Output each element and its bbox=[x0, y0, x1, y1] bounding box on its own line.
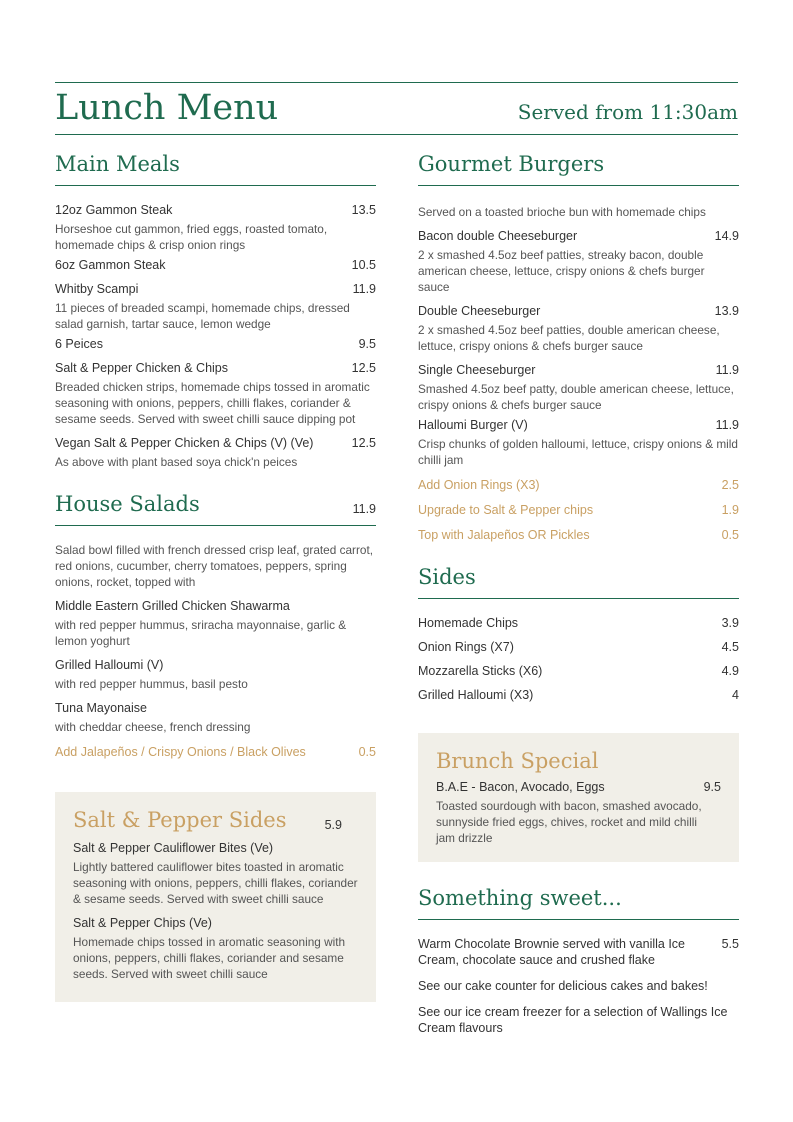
item-price: 4.5 bbox=[721, 640, 739, 654]
item-name: 12oz Gammon Steak bbox=[55, 203, 173, 217]
item-description: 2 x smashed 4.5oz beef patties, double american cheese, lettuce, crispy onions & chefs burger sauce bbox=[418, 323, 720, 353]
section-price: 5.9 bbox=[324, 818, 342, 832]
header-rule bbox=[55, 134, 738, 135]
addon-name: Add Jalapeños / Crispy Onions / Black Olives bbox=[55, 745, 306, 759]
menu-item bbox=[418, 687, 739, 703]
menu-item bbox=[418, 303, 739, 319]
menu-item bbox=[418, 936, 739, 968]
section-rule bbox=[418, 598, 739, 599]
item-price: 4 bbox=[732, 688, 739, 702]
item-price: 9.5 bbox=[703, 780, 721, 794]
item-description: Toasted sourdough with bacon, smashed avocado, sunnyside fried eggs, chives, rocket and mild chilli jam drizzle bbox=[436, 799, 702, 845]
menu-item bbox=[55, 598, 376, 614]
item-name: Mozzarella Sticks (X6) bbox=[418, 664, 543, 678]
item-name: Single Cheeseburger bbox=[418, 363, 536, 377]
top-rule bbox=[55, 82, 738, 83]
menu-item bbox=[55, 281, 376, 297]
house-salads-section bbox=[55, 490, 376, 760]
menu-item bbox=[55, 336, 376, 352]
item-description: with cheddar cheese, french dressing bbox=[55, 720, 251, 734]
item-name: Salt & Pepper Cauliflower Bites (Ve) bbox=[73, 841, 274, 855]
item-description: 2 x smashed 4.5oz beef patties, streaky bacon, double american cheese, lettuce, crispy onions & chefs burger sauce bbox=[418, 248, 705, 294]
menu-item bbox=[418, 228, 739, 244]
menu-item bbox=[418, 1004, 739, 1036]
section-heading: Sides bbox=[418, 565, 476, 589]
item-name: 6 Peices bbox=[55, 337, 103, 351]
item-name: Halloumi Burger (V) bbox=[418, 418, 528, 432]
addon-name: Add Onion Rings (X3) bbox=[418, 478, 540, 492]
menu-item bbox=[418, 417, 739, 433]
addon-price: 0.5 bbox=[358, 745, 376, 759]
item-description: 11 pieces of breaded scampi, homemade chips, dressed salad garnish, tartar sauce, lemon wedge bbox=[55, 301, 350, 331]
item-name: Grilled Halloumi (X3) bbox=[418, 688, 534, 702]
item-price: 11.9 bbox=[715, 363, 739, 377]
item-price: 12.5 bbox=[351, 436, 376, 450]
item-name: Salt & Pepper Chicken & Chips bbox=[55, 361, 229, 375]
section-heading: Something sweet... bbox=[418, 886, 622, 910]
item-name: Middle Eastern Grilled Chicken Shawarma bbox=[55, 599, 290, 613]
item-price: 13.9 bbox=[714, 304, 739, 318]
addon-option bbox=[418, 477, 739, 493]
menu-item bbox=[418, 615, 739, 631]
addon-option bbox=[418, 527, 739, 543]
item-description: Homemade chips tossed in aromatic seasoning with onions, peppers, chilli flakes, coriander and sesame seeds. Served with sweet chilli sauce bbox=[73, 935, 346, 981]
addon-price: 0.5 bbox=[721, 528, 739, 542]
item-name: Whitby Scampi bbox=[55, 282, 139, 296]
addon-name: Top with Jalapeños OR Pickles bbox=[418, 528, 590, 542]
item-name: Warm Chocolate Brownie served with vanilla Ice Cream, chocolate sauce and crushed flake bbox=[418, 937, 686, 967]
item-description: Breaded chicken strips, homemade chips tossed in aromatic seasoning with onions, peppers, chilli flakes, coriander & sesame seeds. Served with sweet chilli sauce dipping pot bbox=[55, 380, 370, 426]
item-price: 13.5 bbox=[351, 203, 376, 217]
menu-item bbox=[418, 978, 739, 994]
item-description: Crisp chunks of golden halloumi, lettuce, crispy onions & mild chilli jam bbox=[418, 437, 738, 467]
section-rule bbox=[418, 185, 739, 186]
item-name: 6oz Gammon Steak bbox=[55, 258, 166, 272]
menu-item bbox=[418, 639, 739, 655]
menu-item bbox=[55, 700, 376, 716]
something-sweet-section bbox=[418, 884, 739, 1036]
item-description: with red pepper hummus, sriracha mayonnaise, garlic & lemon yoghurt bbox=[55, 618, 347, 648]
section-intro: Salad bowl filled with french dressed crisp leaf, grated carrot, red onions, cucumber, cherry tomatoes, peppers, spring onions, rocket, topped with bbox=[55, 543, 374, 589]
item-price: 9.5 bbox=[358, 337, 376, 351]
left-column bbox=[55, 150, 376, 1002]
section-heading: Salt & Pepper Sides 5.9 bbox=[73, 808, 342, 832]
menu-item bbox=[55, 202, 376, 218]
gourmet-burgers-section bbox=[418, 150, 739, 543]
item-description: Smashed 4.5oz beef patty, double american cheese, lettuce, crispy onions & chefs burger sauce bbox=[418, 382, 734, 412]
menu-item bbox=[418, 362, 739, 378]
addon-name: Upgrade to Salt & Pepper chips bbox=[418, 503, 594, 517]
item-name: See our cake counter for delicious cakes and bakes! bbox=[418, 979, 708, 993]
section-price: 11.9 bbox=[352, 502, 376, 516]
menu-item bbox=[55, 257, 376, 273]
item-name: Bacon double Cheeseburger bbox=[418, 229, 578, 243]
menu-item bbox=[73, 840, 358, 856]
addon-option bbox=[55, 744, 376, 760]
item-price: 11.9 bbox=[352, 282, 376, 296]
menu-item bbox=[73, 915, 358, 931]
section-rule bbox=[55, 185, 376, 186]
section-rule bbox=[418, 919, 739, 920]
item-name: Vegan Salt & Pepper Chicken & Chips (V) (Ve) bbox=[55, 436, 314, 450]
item-description: with red pepper hummus, basil pesto bbox=[55, 677, 248, 691]
menu-item bbox=[436, 779, 721, 795]
item-description: As above with plant based soya chick'n peices bbox=[55, 455, 298, 469]
item-description: Horseshoe cut gammon, fried eggs, roasted tomato, homemade chips & crisp onion rings bbox=[55, 222, 328, 252]
item-name: Grilled Halloumi (V) bbox=[55, 658, 164, 672]
section-heading: House Salads 11.9 bbox=[55, 492, 376, 516]
addon-price: 1.9 bbox=[721, 503, 739, 517]
item-name: Onion Rings (X7) bbox=[418, 640, 514, 654]
addon-option bbox=[418, 502, 739, 518]
right-column bbox=[418, 150, 739, 1036]
item-description: Lightly battered cauliflower bites toasted in aromatic seasoning with onions, peppers, chilli flakes, coriander & sesame seeds. Served with sweet chilli sauce bbox=[73, 860, 358, 906]
item-price: 10.5 bbox=[351, 258, 376, 272]
menu-item bbox=[55, 360, 376, 376]
brunch-special-box bbox=[418, 733, 739, 862]
item-price: 11.9 bbox=[715, 418, 739, 432]
item-price: 12.5 bbox=[351, 361, 376, 375]
item-name: B.A.E - Bacon, Avocado, Eggs bbox=[436, 780, 605, 794]
addon-price: 2.5 bbox=[721, 478, 739, 492]
item-name: Salt & Pepper Chips (Ve) bbox=[73, 916, 212, 930]
menu-item bbox=[418, 663, 739, 679]
main-meals-section bbox=[55, 150, 376, 470]
section-heading: Gourmet Burgers bbox=[418, 152, 605, 176]
section-heading: Main Meals bbox=[55, 152, 180, 176]
served-time: Served from 11:30am bbox=[517, 100, 738, 124]
item-name: Tuna Mayonaise bbox=[55, 701, 147, 715]
item-price: 14.9 bbox=[714, 229, 739, 243]
section-rule bbox=[55, 525, 376, 526]
menu-item bbox=[55, 435, 376, 451]
menu-item bbox=[55, 657, 376, 673]
section-intro: Served on a toasted brioche bun with homemade chips bbox=[418, 205, 706, 219]
item-name: Double Cheeseburger bbox=[418, 304, 541, 318]
item-price: 4.9 bbox=[721, 664, 739, 678]
item-name: See our ice cream freezer for a selection of Wallings Ice Cream flavours bbox=[418, 1005, 728, 1035]
page-title: Lunch Menu bbox=[55, 88, 279, 128]
item-name: Homemade Chips bbox=[418, 616, 519, 630]
section-heading: Brunch Special bbox=[436, 749, 599, 773]
item-price: 3.9 bbox=[721, 616, 739, 630]
sides-section bbox=[418, 563, 739, 703]
item-price: 5.5 bbox=[721, 937, 739, 951]
salt-pepper-sides-box bbox=[55, 792, 376, 1002]
